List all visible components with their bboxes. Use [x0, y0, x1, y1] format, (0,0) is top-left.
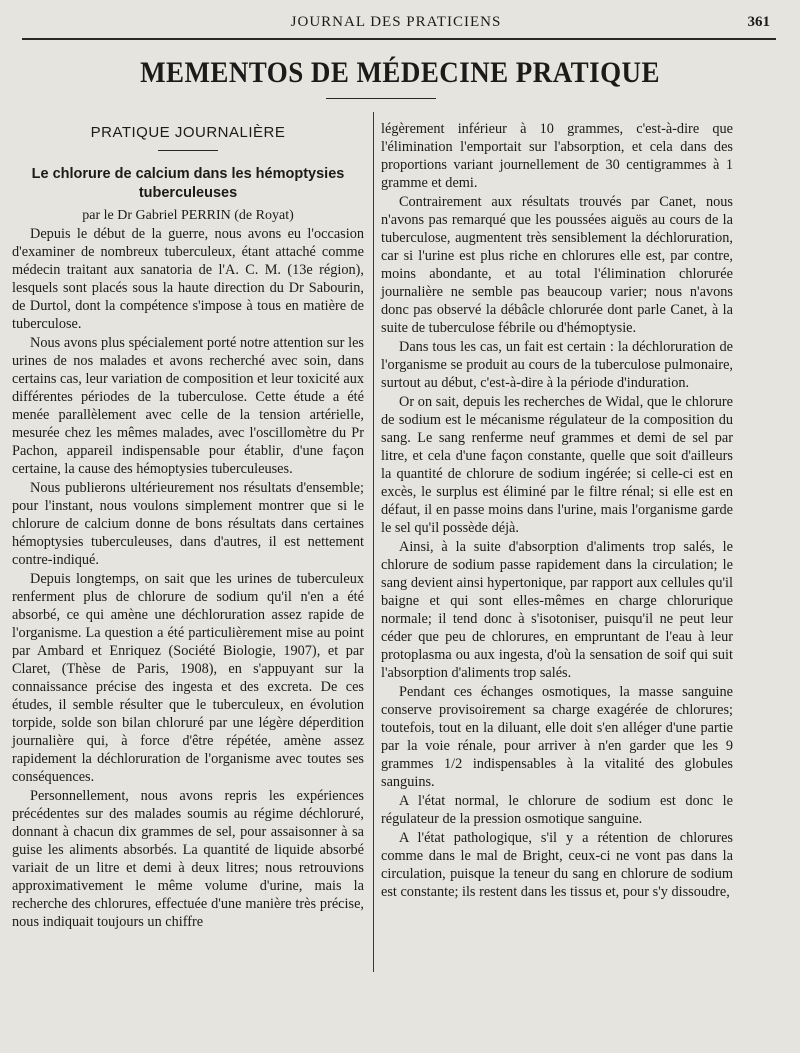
continuation-paragraph: légèrement inférieur à 10 grammes, c'est-à-dire que l'élimination l'emportait sur l'absorption, et cela dans des proportions variant journellement de 30 centigrammes à 1 gramme et demi. [381, 121, 733, 191]
main-title: MEMENTOS DE MÉDECINE PRATIQUE [140, 56, 660, 89]
paragraph: Nous publierons ultérieurement nos résultats d'ensemble; pour l'instant, nous voulons simplement montrer que si le chlorure de calcium donne de bons résultats dans certaines hémoptysies tuberculeuses, dans d'autres, il est nettement contre-indiqué. [12, 480, 364, 568]
paragraph: A l'état normal, le chlorure de sodium est donc le régulateur de la pression osmotique sanguine. [381, 793, 733, 827]
section-rule [158, 150, 218, 151]
paragraph: Depuis longtemps, on sait que les urines de tuberculeux renferment plus de chlorure de sodium qu'il n'en a été absorbé, ce qui amène une déchloruration assez rapide de l'organisme. La question a été particulièrement mise au point par Ambard et Enriquez (Société Biologie, 1907), et par Claret, (Thèse de Paris, 1908), en s'appuyant sur la connaissance précise des ingesta et des excreta. De ces études, il semble résulter que le tuberculeux, en évolution torpide, solde son bilan chloruré par une légère déperdition journalière qui, à force d'être répétée, amène assez rapidement la déchloruration de l'organisme avec toutes ses conséquences. [12, 571, 364, 785]
paragraph: Personnellement, nous avons repris les expériences précédentes sur des malades soumis au régime déchloruré, donnant à chacun dix grammes de sel, pour assaisonner à sa guise les aliments absorbés. La quantité de liquide absorbé variait de un litre et demi à deux litres; nous retrouvions approximativement le même volume d'urine, mais la recherche des chlorures, effectuée d'une manière très précise, nous indiquait toujours un chiffre [12, 788, 364, 930]
left-column [12, 120, 364, 931]
section-heading: PRATIQUE JOURNALIÈRE [90, 124, 286, 141]
paragraph: Pendant ces échanges osmotiques, la masse sanguine conserve provisoirement sa charge exagérée de chlorures; toutefois, tout en la diluant, elle doit s'en alléger d'une partie par la voie rénale, pour arriver à n'en garder que les 9 grammes 1/2 indispensables à la vitalité des globules sanguins. [381, 684, 733, 790]
paragraph: Ainsi, à la suite d'absorption d'aliments trop salés, le chlorure de sodium passe rapidement dans la circulation; le sang devient ainsi hypertonique, par rapport aux cellules qu'il baigne et qui sont elles-mêmes en charge chlorurique normale; il tend donc à s'isotoniser, puisqu'il ne peut leur céder que peu de chlorures, en empruntant de l'eau à leur protoplasma ou aux ingesta, d'où la sensation de soif qui suit l'absorption d'aliments trop salés. [381, 539, 733, 681]
article-title [12, 165, 364, 203]
paragraph: Nous avons plus spécialement porté notre attention sur les urines de nos malades et avons recherché avec soin, dans certains cas, leur variation de composition et leur toxicité aux différentes périodes de la tuberculose. Cette étude a été menée parallèlement avec celle de la tension artérielle, mesurée chez les mêmes malades, avec l'oscillomètre du Pr Pachon, appareil indispensable pour établir, d'une façon certaine, la cause des hémoptysies tuberculeuses. [12, 335, 364, 477]
page-number: 361 [747, 14, 770, 30]
running-header [18, 10, 774, 36]
title-rule [326, 98, 436, 99]
article-title-line-1: Le chlorure de calcium dans les hémoptysies [31, 166, 345, 182]
paragraph: Dans tous les cas, un fait est certain : la déchloruration de l'organisme se produit au cours de la tuberculose pulmonaire, surtout au début, c'est-à-dire à la période d'induration. [381, 339, 733, 391]
header-rule [22, 38, 776, 40]
right-column [381, 120, 733, 901]
column-divider [373, 112, 374, 972]
paragraph: Or on sait, depuis les recherches de Widal, que le chlorure de sodium est le mécanisme régulateur de la composition du sang. Le sang renferme neuf grammes et demi de sel par litre, et cela d'une façon constante, quelle que soit d'ailleurs la quantité de chlorure de sodium ingérée; si celle-ci est en excès, le surplus est éliminé par le filtre rénal; si elle est en défaut, il en passe moins dans l'urine, mais l'organisme garde le sel qu'il possède déjà. [381, 394, 733, 536]
paragraph: Depuis le début de la guerre, nous avons eu l'occasion d'examiner de nombreux tuberculeux, étant attaché comme médecin traitant aux sanatoria de l'A. C. M. (13e région), lesquels sont placés sous la haute direction du Dr Sabourin, de Durtol, dont la compétence s'impose à tous en matière de tuberculose. [12, 226, 364, 332]
paragraph: A l'état pathologique, s'il y a rétention de chlorures comme dans le mal de Bright, ceux-ci ne vont pas dans la circulation, puisque la teneur du sang en chlorure de sodium est constante; ils restent dans les tissus et, pour s'y dissoudre, [381, 830, 733, 900]
running-title: JOURNAL DES PRATICIENS [290, 14, 502, 30]
article-title-line-2: tuberculeuses [138, 185, 238, 201]
paragraph: Contrairement aux résultats trouvés par Canet, nous n'avons pas remarqué que les poussées aiguës au cours de la tuberculose, augmentent très sensiblement la déchloruration, car si l'urine est plus riche en chlorures elle est, par contre, moins abondante, et au total l'élimination chlorurée journalière ne semble pas beaucoup varier; nous n'avons donc pas observé la débâcle chlorurée dont parle Canet, à la suite de tuberculose fébrile ou d'hémoptysie. [381, 194, 733, 336]
byline: par le Dr Gabriel PERRIN (de Royat) [82, 208, 294, 223]
